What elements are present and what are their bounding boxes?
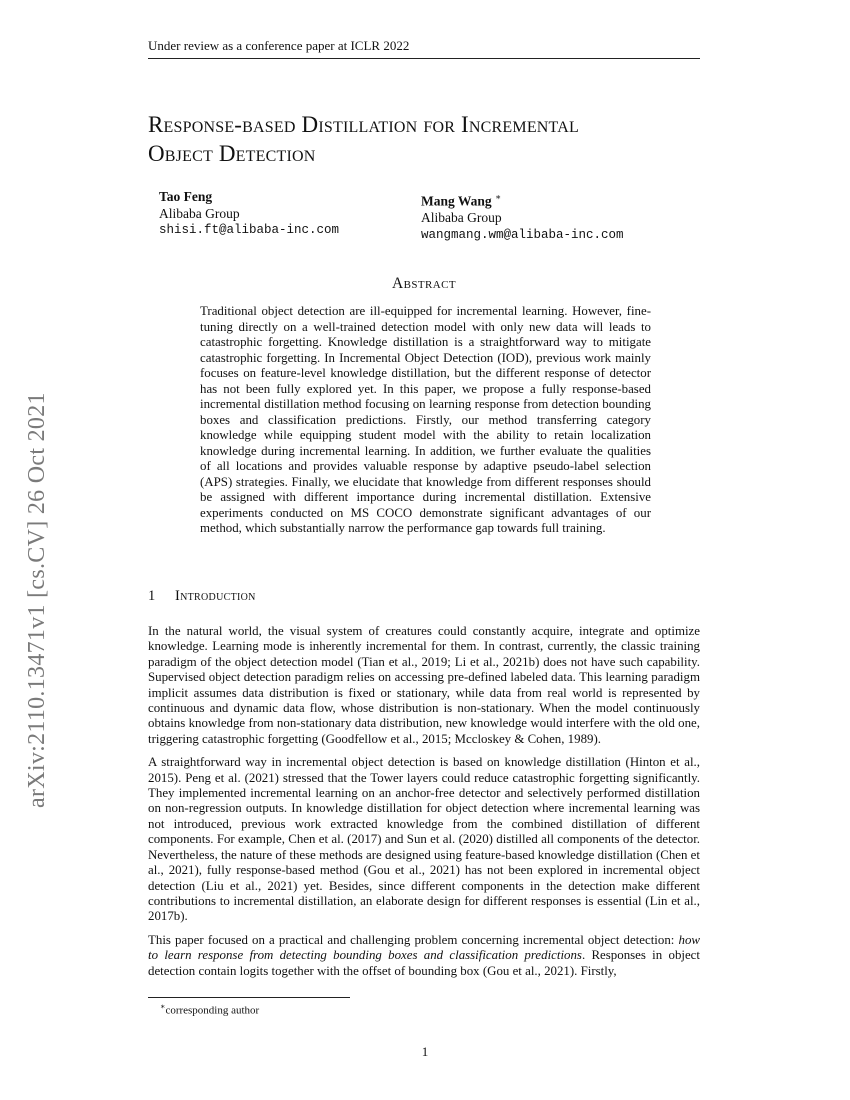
section-number: 1 [148, 588, 156, 604]
running-header: Under review as a conference paper at ICLR 2022 [148, 38, 700, 59]
footnote-marker: ∗ [160, 1002, 166, 1011]
paragraph: In the natural world, the visual system of creatures could constantly acquire, integrate and optimize knowledge. Learning mode is inherently incremental for them. In contrast, currently, the classic training paradigm of the object detection model (Tian et al., 2019; Li et al., 2021b) does not have such capability. Supervised object detection paradigm relies on accessing pre-defined labeled data. This learning paradigm implicit assumes data distribution is fixed or stationary, while data from real world is represented by continuous and dynamic data flow, whose distribution is non-stationary. When the model continuously obtains knowledge from non-stationary data distribution, new knowledge would interfere with the old one, triggering catastrophic forgetting (Goodfellow et al., 2015; Mccloskey & Cohen, 1989). [148, 624, 700, 746]
corresponding-marker: ∗ [495, 192, 502, 202]
author-email[interactable]: shisi.ft@alibaba-inc.com [159, 223, 340, 237]
abstract-text: Traditional object detection are ill-equipped for incremental learning. However, fine-tuning directly on a well-trained detection model with only new data will leads to catastrophic forgetting. Knowledge distillation is a straightforward way to mitigate catastrophic forgetting. In Incremental Object Detection (IOD), previous work mainly focuses on feature-level knowledge distillation, but the different response of detector has not been fully explored yet. In this paper, we propose a fully response-based incremental distillation method focusing on learning response from detection bounding boxes and classification predictions. Firstly, our method transferring category knowledge while equipping student model with the ability to retain localization knowledge during incremental learning. In addition, we further evaluate the qualities of all locations and provides valuable response by adaptive pseudo-label selection (APS) strategies. Finally, we elucidate that knowledge from different responses should be assigned with different importance during incremental distillation. Extensive experiments conducted on MS COCO demonstrate significant advantages of our method, which substantially narrow the performance gap towards full training. [200, 304, 651, 535]
paper-title [148, 110, 708, 168]
title-line-2: Object Detection [148, 141, 316, 166]
author-affiliation: Alibaba Group [421, 210, 502, 225]
page-number: 1 [421, 1044, 429, 1059]
title-line-1: Response-based Distillation for Incremental [148, 112, 579, 137]
author-affiliation: Alibaba Group [159, 205, 240, 221]
paragraph: A straightforward way in incremental object detection is based on knowledge distillation (Hinton et al., 2015). Peng et al. (2021) stressed that the Tower layers could reduce catastrophic forgetting significantly. They implemented incremental learning on an anchor-free detector and selectively performed distillation on non-regression outputs. In knowledge distillation for object detection where incremental learning was not introduced, previous work extracted knowledge from the combined distillation of different components. For example, Chen et al. (2017) and Sun et al. (2020) distilled all components of the detector. Nevertheless, the nature of these methods are designed using feature-based knowledge distillation (Chen et al., 2021), fully response-based method (Gou et al., 2021) has not been explored in incremental object detection (Liu et al., 2021) yet. Besides, since different components in the detection make different contributions to incremental distillation, an elaborate design for different responses is essential (Lin et al., 2017b). [148, 755, 700, 924]
author-email[interactable]: wangmang.wm@alibaba-inc.com [421, 227, 624, 242]
footnote-divider [148, 997, 350, 998]
abstract-heading: Abstract [392, 275, 456, 292]
section-title: Introduction [175, 588, 256, 604]
paragraph: This paper focused on a practical and challenging problem concerning incremental object detection: how to learn response from detecting bounding boxes and classification predictions. Responses in object detection contain logits together with the offset of bounding box (Gou et al., 2021). Firstly, [148, 932, 700, 978]
section-heading [148, 588, 256, 605]
arxiv-identifier: arXiv:2110.13471v1 [cs.CV] 26 Oct 2021 [24, 392, 50, 808]
author-block-1 [159, 189, 339, 239]
footnote [160, 1002, 259, 1017]
author-block-2 [421, 189, 624, 243]
author-name: Tao Feng [159, 189, 213, 204]
author-name: Mang Wang ∗ [421, 192, 502, 209]
footnote-text: corresponding author [165, 1004, 260, 1017]
emphasized-question: how to learn response from detecting bounding boxes and classification predictions [148, 932, 700, 963]
introduction-body [148, 624, 700, 987]
